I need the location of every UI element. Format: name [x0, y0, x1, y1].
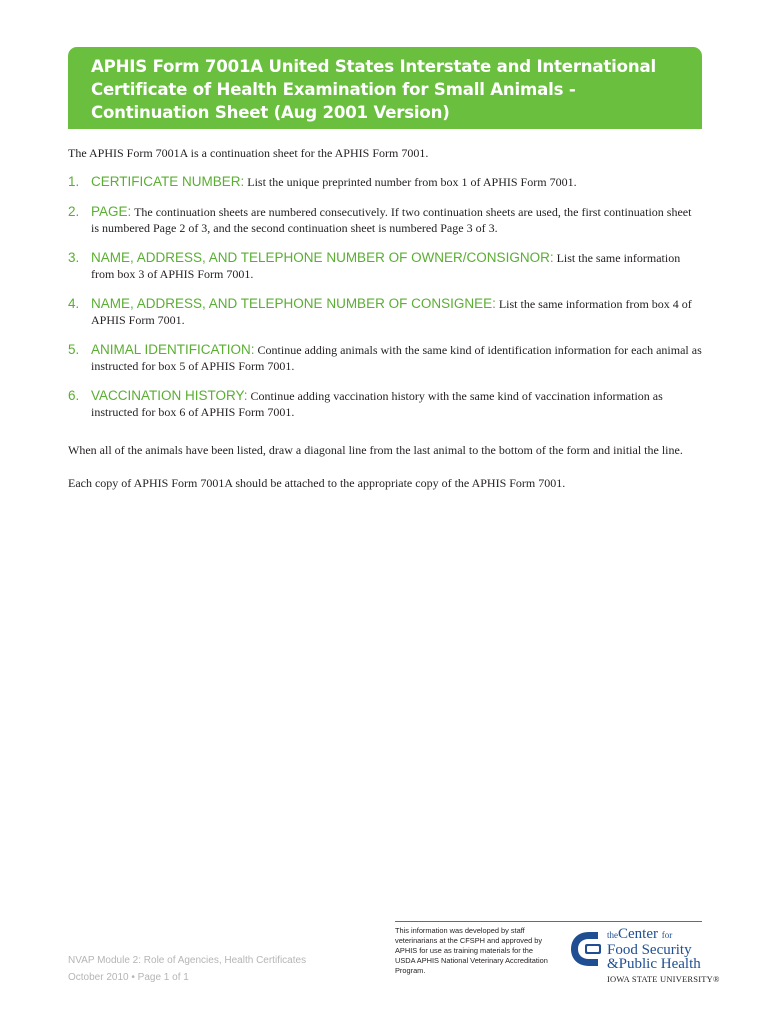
item-heading: PAGE:	[91, 204, 132, 219]
item-number: 2.	[68, 204, 80, 219]
item-number: 6.	[68, 388, 80, 403]
item-text: List the same information from box 4 of APHIS Form 7001.	[91, 297, 692, 327]
footer-module-title: NVAP Module 2: Role of Agencies, Health Certificates	[68, 955, 307, 966]
list-item	[68, 174, 702, 190]
item-number: 5.	[68, 342, 80, 357]
document-body	[68, 145, 702, 508]
list-item	[68, 250, 702, 282]
item-text: The continuation sheets are numbered consecutively. If two continuation sheets are used, the first continuation sheet is numbered Page 2 of 3, and the second continuation sheet is numbered Page 3 of 3.	[91, 205, 692, 235]
closing-paragraph: Each copy of APHIS Form 7001A should be attached to the appropriate copy of the APHIS Form 7001.	[68, 476, 566, 490]
logo-wordmark	[607, 927, 701, 972]
list-item	[68, 342, 702, 374]
title-banner	[68, 47, 702, 129]
cfsph-logo-icon	[569, 929, 605, 969]
item-text: List the same information from box 3 of APHIS Form 7001.	[91, 251, 681, 281]
cfsph-logo	[569, 926, 720, 987]
intro-paragraph: The APHIS Form 7001A is a continuation sheet for the APHIS Form 7001.	[68, 146, 429, 160]
logo-the: the	[607, 930, 618, 940]
list-item	[68, 388, 702, 420]
footer-date-page: October 2010 • Page 1 of 1	[68, 972, 189, 983]
logo-center: Center	[618, 926, 658, 942]
logo-for: for	[661, 930, 673, 940]
item-text: Continue adding animals with the same kind of identification information for each animal as instructed for box 5 of APHIS Form 7001.	[91, 343, 702, 373]
item-number: 4.	[68, 296, 80, 311]
item-number: 3.	[68, 250, 80, 265]
item-heading: NAME, ADDRESS, AND TELEPHONE NUMBER OF OWNER/CONSIGNOR:	[91, 250, 554, 265]
item-text: List the unique preprinted number from box 1 of APHIS Form 7001.	[247, 175, 577, 189]
item-text: Continue adding vaccination history with the same kind of vaccination information as instructed for box 6 of APHIS Form 7001.	[91, 389, 663, 419]
item-heading: CERTIFICATE NUMBER:	[91, 174, 245, 189]
logo-food-security: Food Security	[607, 942, 692, 958]
page-title: APHIS Form 7001A United States Interstate and International Certificate of Health Examination for Small Animals - Continuation Sheet (Aug 2001 Version)	[91, 57, 656, 122]
item-heading: NAME, ADDRESS, AND TELEPHONE NUMBER OF CONSIGNEE:	[91, 296, 496, 311]
instruction-list	[68, 174, 702, 420]
footer-note-text: This information was developed by staff veterinarians at the CFSPH and approved by APHIS for use as training materials for the USDA APHIS National Veterinary Accreditation Program.	[395, 926, 548, 975]
closing-paragraph: When all of the animals have been listed, draw a diagonal line from the last animal to the bottom of the form and initial the line.	[68, 443, 683, 457]
list-item	[68, 204, 702, 236]
list-item	[68, 296, 702, 328]
footer-module-info	[68, 952, 306, 986]
item-number: 1.	[68, 174, 80, 189]
item-heading: VACCINATION HISTORY:	[91, 388, 248, 403]
logo-public-health: &Public Health	[607, 956, 701, 972]
logo-university: IOWA STATE UNIVERSITY®	[607, 974, 720, 984]
item-heading: ANIMAL IDENTIFICATION:	[91, 342, 255, 357]
